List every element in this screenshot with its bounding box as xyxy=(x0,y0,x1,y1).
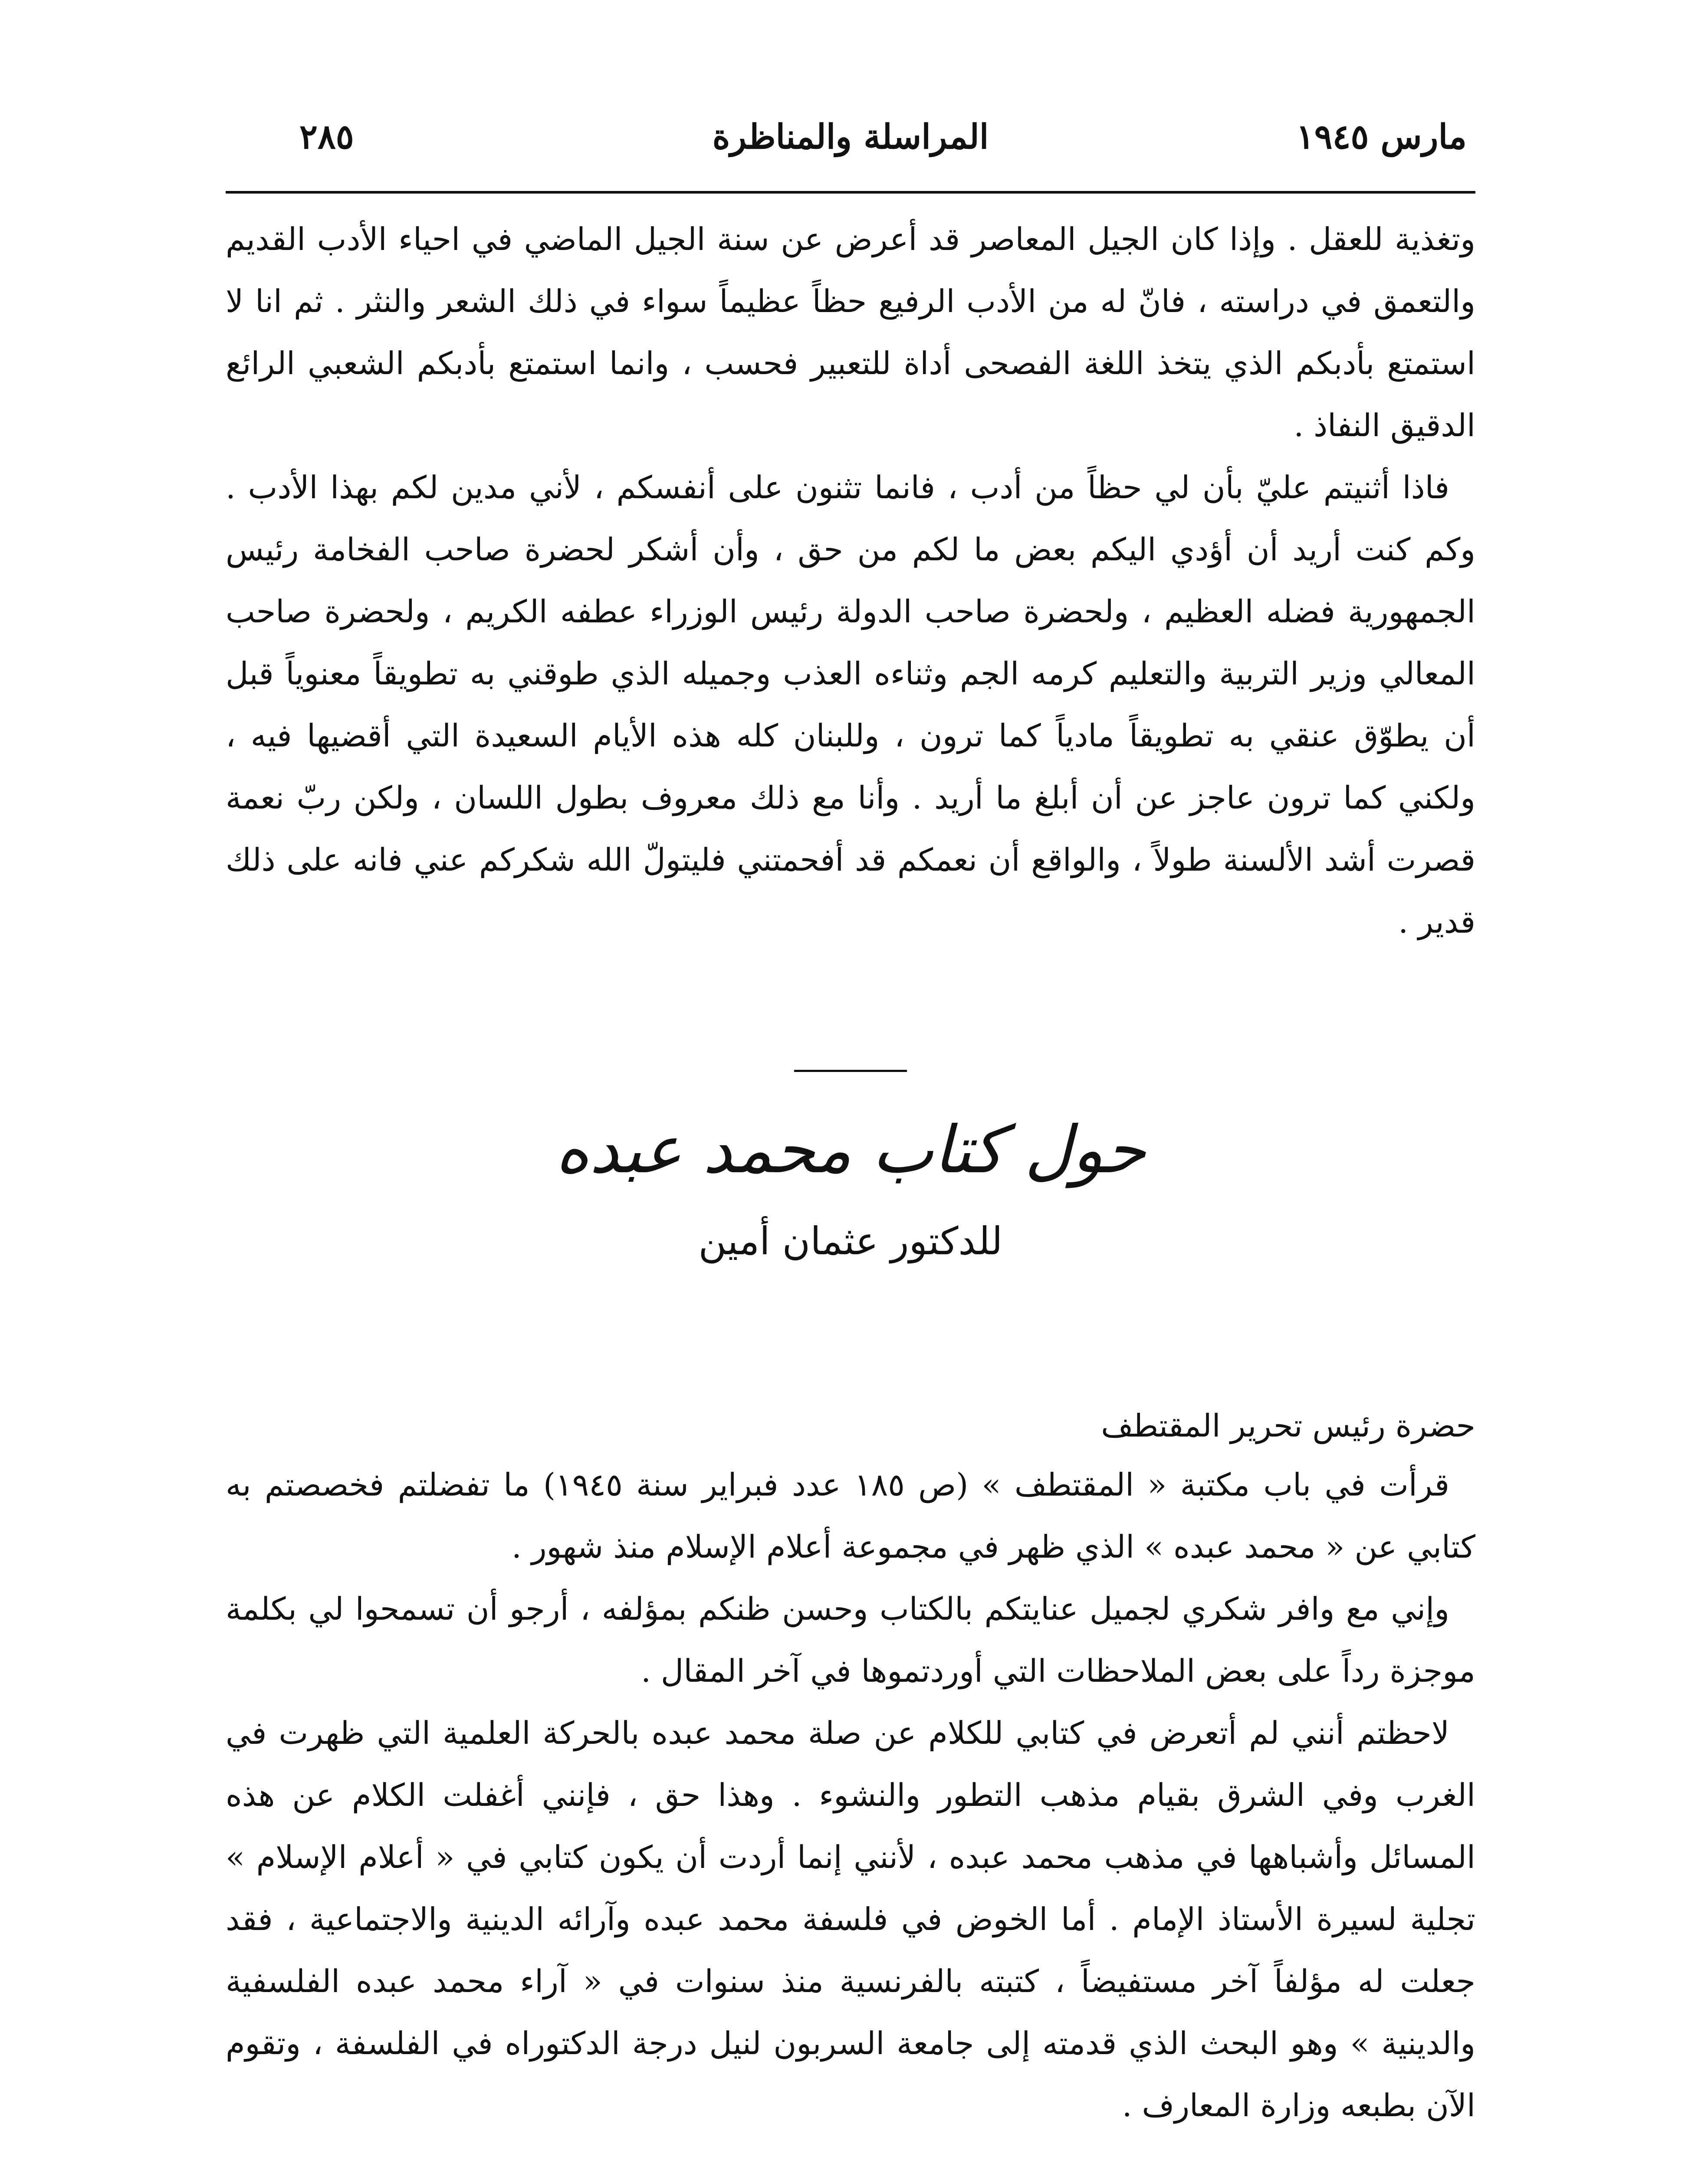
issue-date: مارس ١٩٤٥ xyxy=(1296,117,1467,157)
page-number: ٢٨٥ xyxy=(299,117,354,157)
journal-page xyxy=(226,104,1475,2170)
paragraph: لاحظتم أنني لم أتعرض في كتابي للكلام عن صلة محمد عبده بالحركة العلمية التي ظهرت في الغرب وفي الشرق بقيام مذهب التطور والنشوء . وهذا حق ، فإنني أغفلت الكلام عن هذه المسائل وأشباهها في مذهب محمد عبده ، لأنني إنما أردت أن يكون كتابي في « أعلام الإسلام » تجلية لسيرة الأستاذ الإمام . أما الخوض في فلسفة محمد عبده وآرائه الدينية والاجتماعية ، فقد جعلت له مؤلفاً آخر مستفيضاً ، كتبته بالفرنسية منذ سنوات في « آراء محمد عبده الفلسفية والدينية » وهو البحث الذي قدمته إلى جامعة السربون لنيل درجة الدكتوراه في الفلسفة ، وتقوم الآن بطبعه وزارة المعارف . xyxy=(226,1715,1475,2124)
paragraph: وإني مع وافر شكري لجميل عنايتكم بالكتاب وحسن ظنكم بمؤلفه ، أرجو أن تسمحوا لي بكلمة موجزة رداً على بعض الملاحظات التي أوردتموها في آخر المقال . xyxy=(226,1591,1475,1689)
salutation: حضرة رئيس تحرير المقتطف xyxy=(1101,1407,1475,1444)
article-title: حول كتاب محمد عبده xyxy=(555,1112,1146,1188)
paragraph: قرأت في باب مكتبة « المقتطف » (ص ١٨٥ عدد فبراير سنة ١٩٤٥) ما تفضلتم فخصصتم به كتابي عن « محمد عبده » الذي ظهر في مجموعة أعلام الإسلام منذ شهور . xyxy=(226,1466,1475,1565)
article-body xyxy=(226,1454,1475,2137)
running-head xyxy=(226,113,1475,165)
previous-article-ending xyxy=(226,208,1475,953)
section-divider xyxy=(794,1070,907,1072)
header-rule xyxy=(226,191,1475,194)
section-title: المراسلة والمناظرة xyxy=(712,117,989,157)
paragraph: وتغذية للعقل . وإذا كان الجيل المعاصر قد أعرض عن سنة الجيل الماضي في احياء الأدب القديم والتعمق في دراسته ، فانّ له من الأدب الرفيع حظاً عظيماً سواء في ذلك الشعر والنثر . ثم انا لا استمتع بأدبكم الذي يتخذ اللغة الفصحى أداة للتعبير فحسب ، وانما استمتع بأدبكم الشعبي الرائع الدقيق النفاذ . xyxy=(226,221,1475,444)
article-author: للدكتور عثمان أمين xyxy=(698,1219,1003,1263)
paragraph: فاذا أثنيتم عليّ بأن لي حظاً من أدب ، فانما تثنون على أنفسكم ، لأني مدين لكم بهذا الأدب . وكم كنت أريد أن أؤدي اليكم بعض ما لكم من حق ، وأن أشكر لحضرة صاحب الفخامة رئيس الجمهورية فضله العظيم ، ولحضرة صاحب الدولة رئيس الوزراء عطفه الكريم ، ولحضرة صاحب المعالي وزير التربية والتعليم كرمه الجم وثناءه العذب وجميله الذي طوقني به تطويقاً معنوياً قبل أن يطوّق عنقي به تطويقاً مادياً كما ترون ، وللبنان كله هذه الأيام السعيدة التي أقضيها فيه ، ولكني كما ترون عاجز عن أن أبلغ ما أريد . وأنا مع ذلك معروف بطول اللسان ، ولكن ربّ نعمة قصرت أشد الألسنة طولاً ، والواقع أن نعمكم قد أفحمتني فليتولّ الله شكركم عني فانه على ذلك قدير . xyxy=(226,469,1476,940)
